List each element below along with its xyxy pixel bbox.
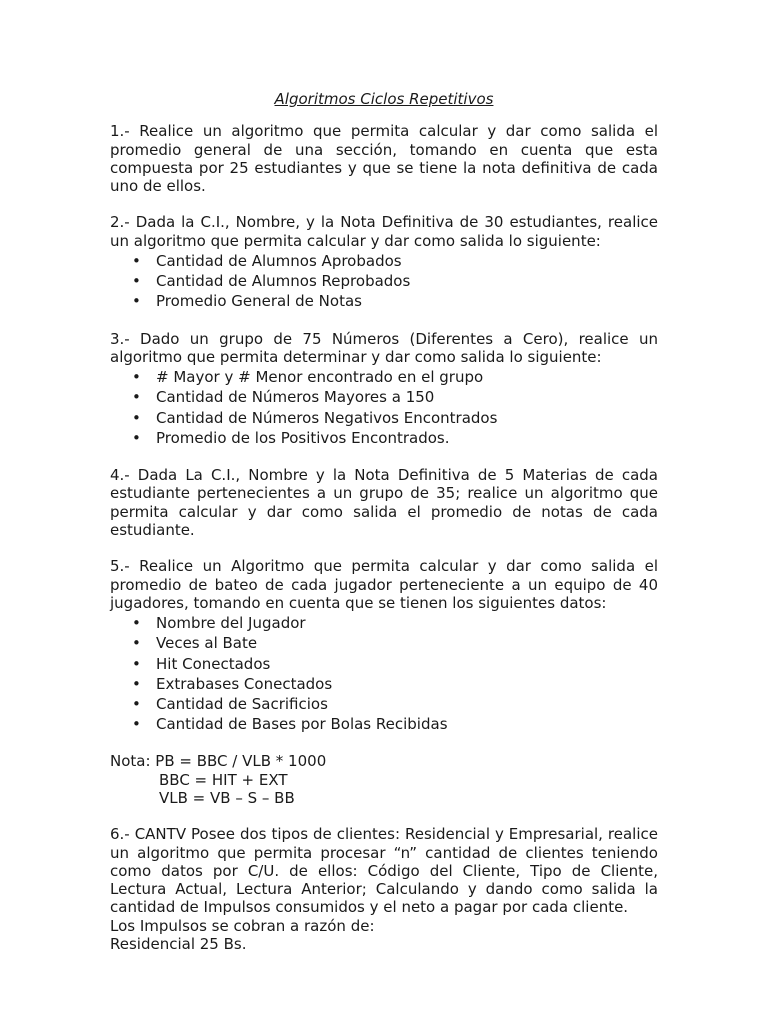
bullet-icon: •	[132, 694, 141, 713]
list-item	[110, 367, 658, 387]
list-item	[110, 271, 658, 291]
bullet-icon: •	[132, 654, 141, 673]
list-item-text: Veces al Bate	[156, 634, 258, 653]
document-body	[110, 90, 658, 953]
list-item	[110, 428, 658, 448]
list-item	[110, 694, 658, 714]
list-item	[110, 674, 658, 694]
bullet-icon: •	[132, 715, 141, 734]
list-item-text: Cantidad de Alumnos Reprobados	[156, 272, 411, 291]
list-item	[110, 408, 658, 428]
list-item	[110, 291, 658, 311]
formula-line-1: Nota: PB = BBC / VLB * 1000	[110, 752, 327, 771]
list-item-text: # Mayor y # Menor encontrado en el grupo	[156, 368, 484, 387]
list-item-text: Promedio General de Notas	[156, 292, 362, 311]
list-item	[110, 387, 658, 407]
bullet-icon: •	[132, 368, 141, 387]
exercise-6: 6.- CANTV Posee dos tipos de clientes: Residencial y Empresarial, realice un algoritmo que permita procesar “n” cantidad de clientes teniendo como datos por C/U. de ellos: Código del Cliente, Tipo de Cliente, Lectura Actual, Lectura Anterior; Calculando y dando como salida la cantidad de Impulsos consumidos y el neto a pagar por cada cliente.	[110, 825, 658, 917]
list-item-text: Nombre del Jugador	[156, 614, 306, 633]
list-item-text: Cantidad de Bases por Bolas Recibidas	[156, 715, 448, 734]
exercise-5: 5.- Realice un Algoritmo que permita calcular y dar como salida el promedio de bateo de cada jugador perteneciente a un equipo de 40 jugadores, tomando en cuenta que se tienen los siguientes datos:	[110, 557, 658, 612]
list-item	[110, 654, 658, 674]
bullet-icon: •	[132, 292, 141, 311]
list-item	[110, 714, 658, 734]
bullet-icon: •	[132, 388, 141, 407]
bullet-icon: •	[132, 272, 141, 291]
exercise-2-list	[110, 251, 658, 312]
exercise-6-rate-intro: Los Impulsos se cobran a razón de:	[110, 916, 375, 935]
bullet-icon: •	[132, 252, 141, 271]
list-item-text: Cantidad de Números Negativos Encontrados	[156, 408, 498, 427]
exercise-3: 3.- Dado un grupo de 75 Números (Diferentes a Cero), realice un algoritmo que permita determinar y dar como salida lo siguiente:	[110, 329, 658, 366]
list-item-text: Hit Conectados	[156, 654, 271, 673]
formula-line-3: VLB = VB – S – BB	[159, 788, 295, 807]
bullet-icon: •	[132, 428, 141, 447]
list-item-text: Promedio de los Positivos Encontrados.	[156, 428, 450, 447]
list-item	[110, 613, 658, 633]
exercise-6-rate-residential: Residencial 25 Bs.	[110, 935, 247, 954]
bullet-icon: •	[132, 408, 141, 427]
document-title: Algoritmos Ciclos Repetitivos	[274, 90, 494, 108]
list-item-text: Cantidad de Números Mayores a 150	[156, 388, 435, 407]
exercise-5-list	[110, 613, 658, 734]
list-item	[110, 251, 658, 271]
list-item-text: Cantidad de Sacrificios	[156, 694, 328, 713]
list-item	[110, 633, 658, 653]
exercise-2: 2.- Dada la C.I., Nombre, y la Nota Definitiva de 30 estudiantes, realice un algoritmo que permita calcular y dar como salida lo siguiente:	[110, 213, 658, 250]
bullet-icon: •	[132, 674, 141, 693]
exercise-4: 4.- Dada La C.I., Nombre y la Nota Definitiva de 5 Materias de cada estudiante pertenecientes a un grupo de 35; realice un algoritmo que permita calcular y dar como salida el promedio de notas de cada estudiante.	[110, 466, 658, 539]
exercise-1: 1.- Realice un algoritmo que permita calcular y dar como salida el promedio general de una sección, tomando en cuenta que esta compuesta por 25 estudiantes y que se tiene la nota definitiva de cada uno de ellos.	[110, 122, 658, 196]
formula-note	[110, 752, 658, 807]
list-item-text: Extrabases Conectados	[156, 674, 333, 693]
bullet-icon: •	[132, 614, 141, 633]
list-item-text: Cantidad de Alumnos Aprobados	[156, 252, 402, 271]
exercise-3-list	[110, 367, 658, 448]
formula-line-2: BBC = HIT + EXT	[159, 770, 288, 789]
bullet-icon: •	[132, 634, 141, 653]
